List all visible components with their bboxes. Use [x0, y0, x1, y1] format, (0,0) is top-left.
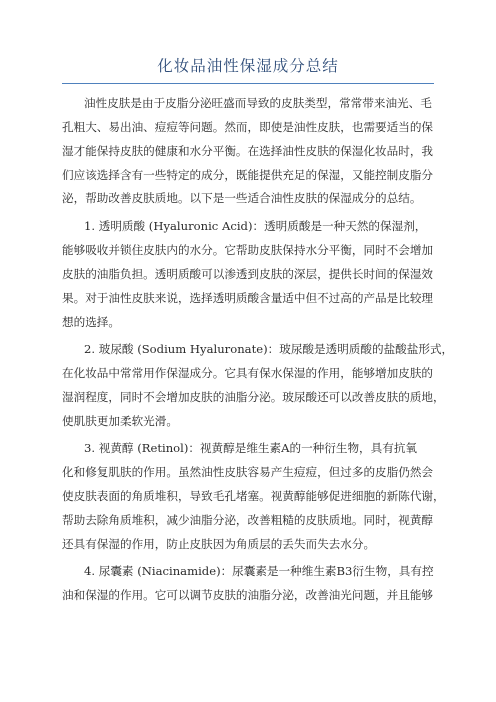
paragraph-line: 油性皮肤是由于皮脂分泌旺盛而导致的皮肤类型，常常带来油光、毛: [84, 96, 432, 110]
paragraph-line: 1. 透明质酸 (Hyaluronic Acid)：透明质酸是一种天然的保湿剂，: [84, 219, 427, 233]
paragraph-line: 帮助去除角质堆积，减少油脂分泌，改善粗糙的皮肤质地。同时，视黄醇: [62, 513, 434, 527]
paragraph-line: 湿才能保持皮肤的健康和水分平衡。在选择油性皮肤的保湿化妆品时，我: [62, 144, 434, 158]
paragraph-line: 果。对于油性皮肤来说，选择透明质酸含量适中但不过高的产品是比较理: [62, 291, 434, 305]
paragraph-line: 4. 尿囊素 (Niacinamide)：尿囊素是一种维生素B3衍生物，具有控: [84, 564, 434, 578]
paragraph-line: 使皮肤表面的角质堆积，导致毛孔堵塞。视黄醇能够促进细胞的新陈代谢，: [62, 489, 445, 503]
paragraph-line: 皮肤的油脂负担。透明质酸可以渗透到皮肤的深层，提供长时间的保湿效: [62, 267, 434, 281]
paragraph-line: 湿润程度，同时不会增加皮肤的油脂分泌。玻尿酸还可以改善皮肤的质地，: [62, 390, 445, 404]
paragraph-line: 孔粗大、易出油、痘痘等问题。然而，即使是油性皮肤，也需要适当的保: [62, 120, 434, 134]
paragraph-line: 2. 玻尿酸 (Sodium Hyaluronate)：玻尿酸是透明质酸的盐酸盐形式，: [84, 342, 454, 356]
paragraph-line: 想的选择。: [62, 315, 120, 329]
paragraph-line: 化和修复肌肤的作用。虽然油性皮肤容易产生痘痘，但过多的皮脂仍然会: [62, 465, 434, 479]
title-underline: [62, 83, 434, 84]
document-title: 化妆品油性保湿成分总结: [157, 57, 339, 75]
paragraph-line: 能够吸收并锁住皮肤内的水分。它帮助皮肤保持水分平衡，同时不会增加: [62, 243, 434, 257]
paragraph-line: 泌，帮助改善皮肤质地。以下是一些适合油性皮肤的保湿成分的总结。: [62, 191, 422, 205]
paragraph-line: 在化妆品中常常用作保湿成分。它具有保水保湿的作用，能够增加皮肤的: [62, 366, 434, 380]
paragraph-line: 们应该选择含有一些特定的成分，既能提供充足的保湿，又能控制皮脂分: [62, 168, 434, 182]
paragraph-line: 还具有保湿的作用，防止皮肤因为角质层的丢失而失去水分。: [62, 537, 376, 551]
paragraph-line: 油和保湿的作用。它可以调节皮肤的油脂分泌，改善油光问题，并且能够: [62, 588, 434, 602]
paragraph-line: 使肌肤更加柔软光滑。: [62, 414, 178, 428]
paragraph-line: 3. 视黄醇 (Retinol)：视黄醇是维生素A的一种衍生物，具有抗氧: [84, 441, 418, 455]
